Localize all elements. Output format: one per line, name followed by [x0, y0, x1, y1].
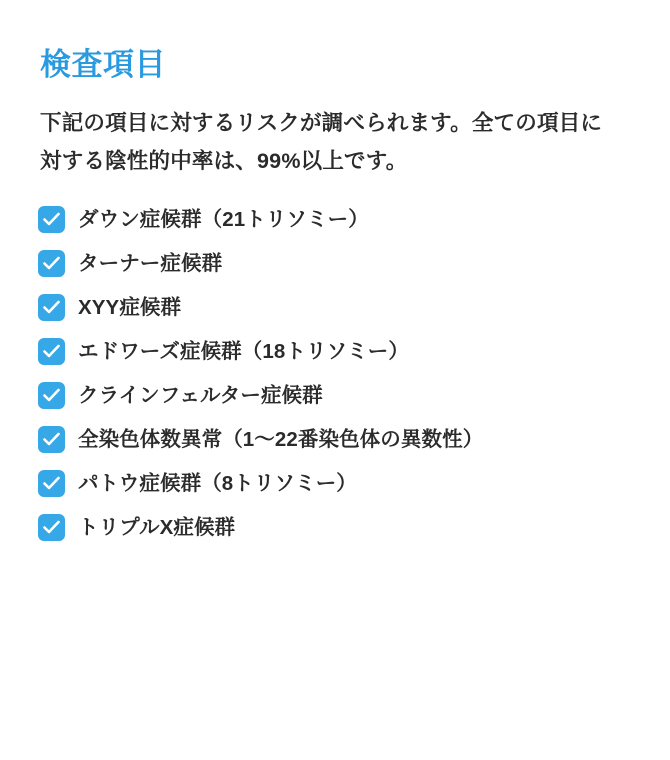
checkbox-checked-icon[interactable]: [38, 382, 65, 409]
list-item-label: トリプルX症候群: [78, 515, 236, 539]
list-item[interactable]: [38, 250, 634, 277]
list-item[interactable]: [38, 338, 634, 365]
list-item[interactable]: [38, 206, 634, 233]
list-item-label: ターナー症候群: [78, 251, 223, 275]
description-text: 下記の項目に対するリスクが調べられます。全ての項目に対する陰性的中率は、99%以上です。: [40, 111, 603, 173]
list-item[interactable]: [38, 426, 634, 453]
list-item[interactable]: [38, 382, 634, 409]
page-title: 検査項目: [40, 47, 166, 82]
test-items-list: [38, 206, 634, 541]
checkbox-checked-icon[interactable]: [38, 514, 65, 541]
checkbox-checked-icon[interactable]: [38, 294, 65, 321]
checkbox-checked-icon[interactable]: [38, 426, 65, 453]
list-item-label: エドワーズ症候群（18トリソミー）: [78, 339, 409, 363]
checkbox-checked-icon[interactable]: [38, 338, 65, 365]
list-item[interactable]: [38, 294, 634, 321]
list-item-label: クラインフェルター症候群: [78, 383, 323, 407]
checkbox-checked-icon[interactable]: [38, 470, 65, 497]
checkbox-checked-icon[interactable]: [38, 206, 65, 233]
list-item[interactable]: [38, 514, 634, 541]
list-item-label: XYY症候群: [78, 295, 182, 319]
list-item-label: ダウン症候群（21トリソミー）: [78, 207, 369, 231]
list-item-label: パトウ症候群（8トリソミー）: [78, 471, 357, 495]
checkbox-checked-icon[interactable]: [38, 250, 65, 277]
list-item[interactable]: [38, 470, 634, 497]
list-item-label: 全染色体数異常（1〜22番染色体の異数性）: [78, 427, 484, 451]
